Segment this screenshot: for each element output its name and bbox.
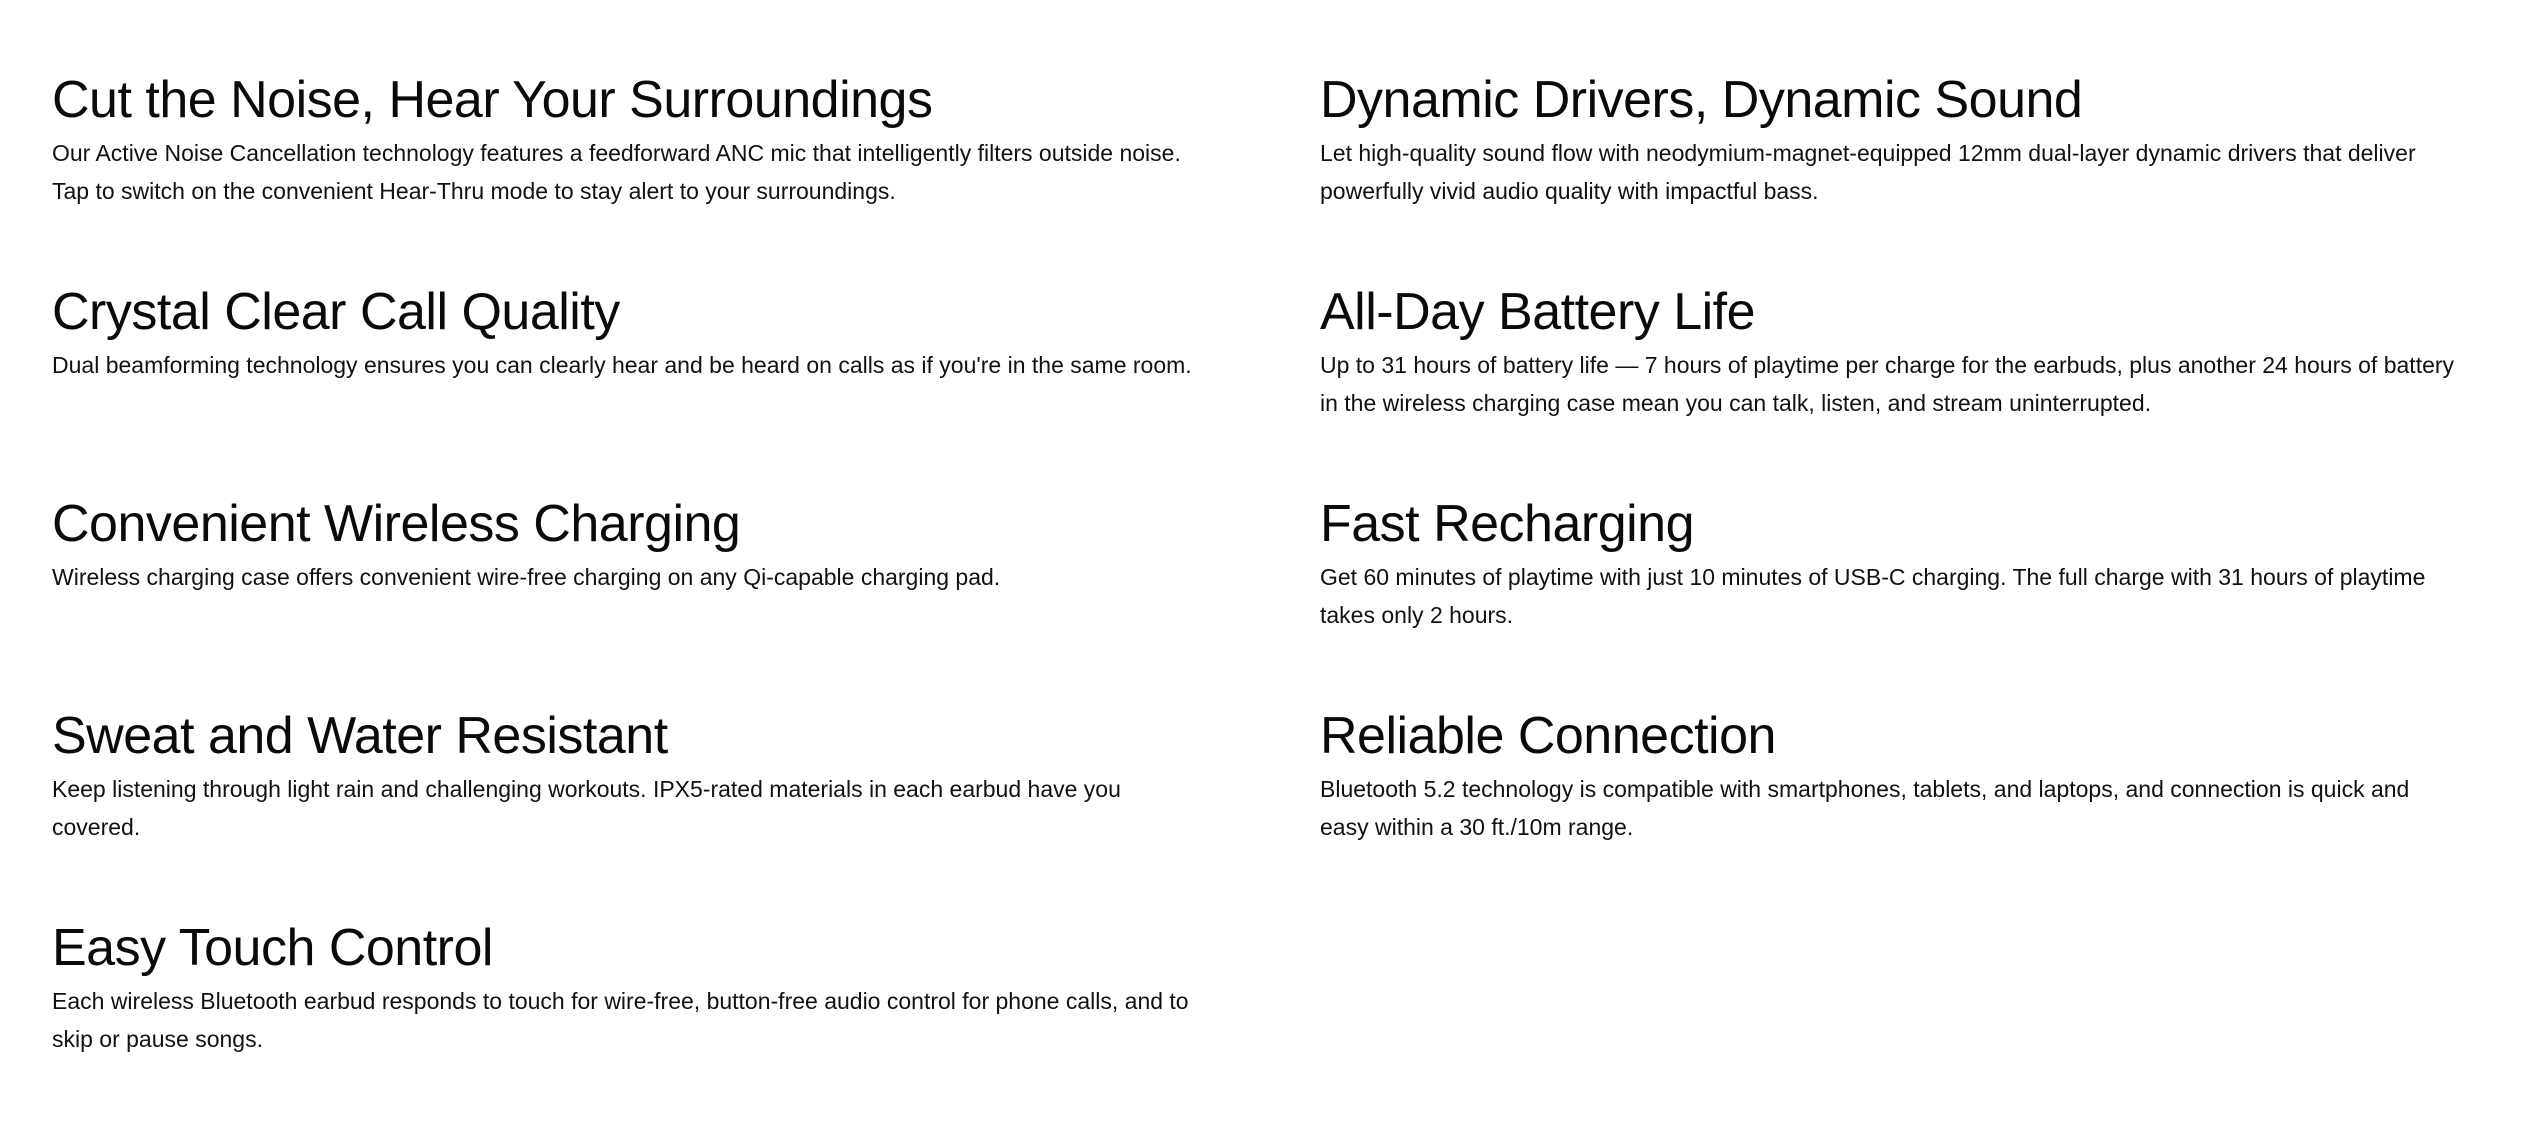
feature-title: Cut the Noise, Hear Your Surroundings <box>52 71 933 129</box>
feature-title: Easy Touch Control <box>52 919 493 977</box>
feature-noise-cancellation <box>0 70 1230 282</box>
feature-battery-life <box>1270 282 2496 494</box>
feature-call-quality <box>0 282 1230 494</box>
feature-title: Fast Recharging <box>1320 495 1695 553</box>
feature-water-resistant <box>0 706 1230 918</box>
feature-fast-recharging <box>1270 494 2496 706</box>
feature-description: Keep listening through light rain and challenging workouts. IPX5-rated materials in each earbud have you covered. <box>52 776 1121 840</box>
feature-description: Bluetooth 5.2 technology is compatible with smartphones, tablets, and laptops, and connection is quick and easy within a 30 ft./10m range. <box>1320 776 2410 840</box>
feature-description: Each wireless Bluetooth earbud responds to touch for wire-free, button-free audio control for phone calls, and to skip or pause songs. <box>52 988 1189 1052</box>
feature-description: Get 60 minutes of playtime with just 10 minutes of USB-C charging. The full charge with 31 hours of playtime takes only 2 hours. <box>1320 564 2426 628</box>
feature-description: Dual beamforming technology ensures you can clearly hear and be heard on calls as if you're in the same room. <box>52 352 1192 378</box>
feature-description: Let high-quality sound flow with neodymium-magnet-equipped 12mm dual-layer dynamic drivers that deliver powerfully vivid audio quality with impactful bass. <box>1320 140 2416 204</box>
feature-touch-control <box>0 918 1230 1130</box>
feature-description: Up to 31 hours of battery life — 7 hours of playtime per charge for the earbuds, plus another 24 hours of battery in the wireless charging case mean you can talk, listen, and stream uninterrupted. <box>1320 352 2455 416</box>
feature-title: Crystal Clear Call Quality <box>52 283 620 341</box>
feature-dynamic-drivers <box>1270 70 2496 282</box>
feature-title: Dynamic Drivers, Dynamic Sound <box>1320 71 2083 129</box>
feature-reliable-connection <box>1270 706 2496 918</box>
feature-description: Our Active Noise Cancellation technology features a feedforward ANC mic that intelligently filters outside noise. Tap to switch on the convenient Hear-Thru mode to stay alert to your surroundings. <box>52 140 1181 204</box>
feature-title: Sweat and Water Resistant <box>52 707 668 765</box>
feature-description: Wireless charging case offers convenient wire-free charging on any Qi-capable charging pad. <box>52 564 1001 590</box>
feature-wireless-charging <box>0 494 1230 706</box>
feature-title: Convenient Wireless Charging <box>52 495 741 553</box>
feature-title: Reliable Connection <box>1320 707 1776 765</box>
feature-title: All-Day Battery Life <box>1320 283 1756 341</box>
